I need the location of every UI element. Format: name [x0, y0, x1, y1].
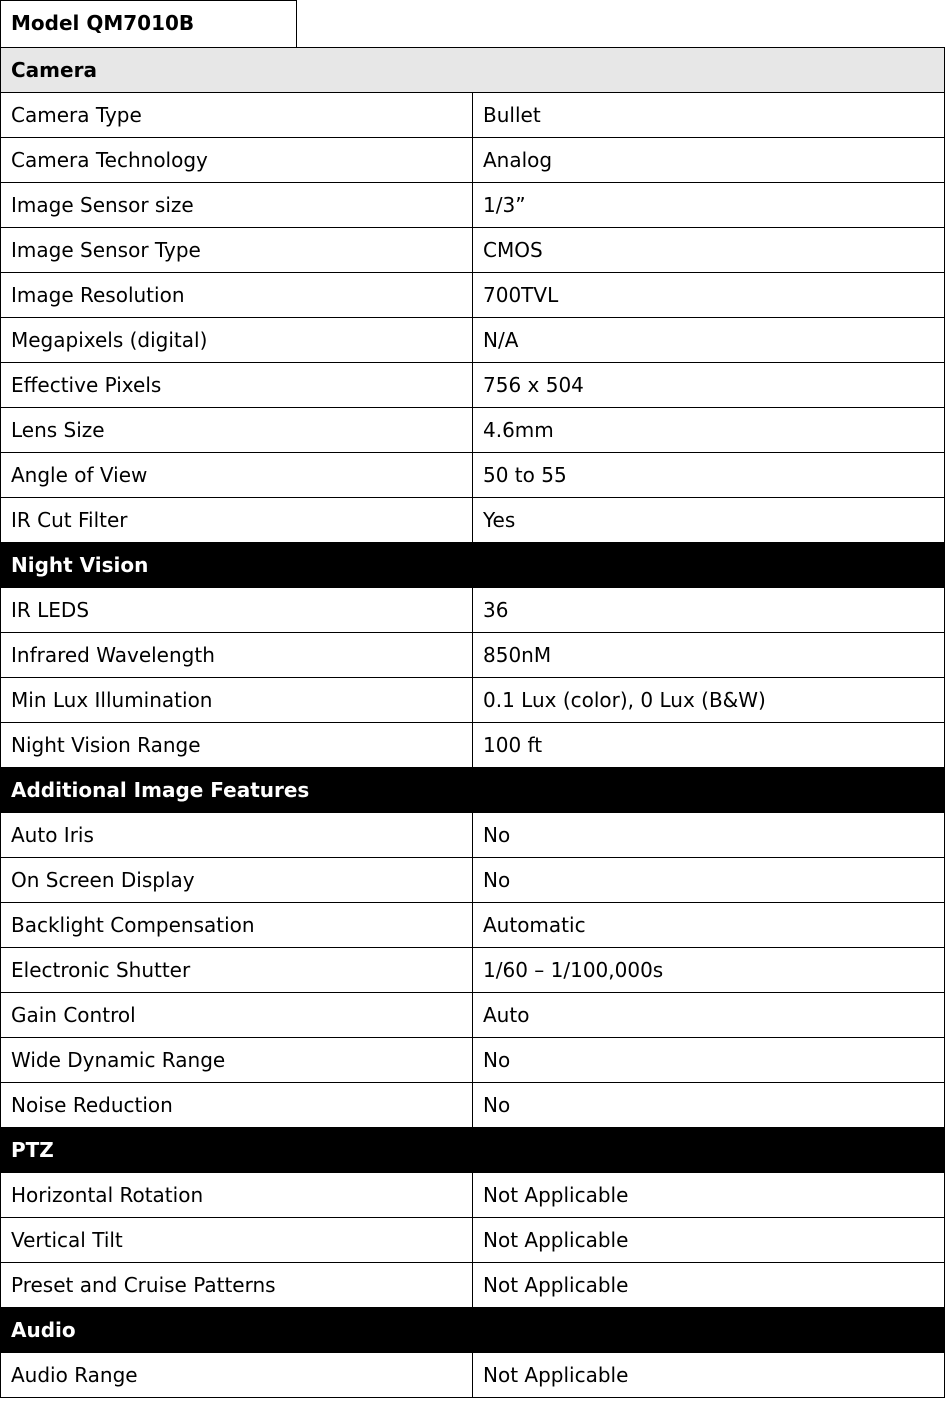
spec-label: Wide Dynamic Range	[1, 1038, 473, 1083]
spec-value: 850nM	[473, 633, 945, 678]
spec-value: 0.1 Lux (color), 0 Lux (B&W)	[473, 678, 945, 723]
spec-value: Not Applicable	[473, 1173, 945, 1218]
spec-row	[1, 1083, 945, 1128]
spec-value: Not Applicable	[473, 1353, 945, 1398]
section-header-row	[1, 543, 945, 588]
spec-row	[1, 588, 945, 633]
spec-label: Vertical Tilt	[1, 1218, 473, 1263]
section-header-row	[1, 48, 945, 93]
spec-label: IR LEDS	[1, 588, 473, 633]
spec-value: Not Applicable	[473, 1218, 945, 1263]
spec-row	[1, 948, 945, 993]
spec-value: N/A	[473, 318, 945, 363]
model-title: Model QM7010B	[0, 0, 297, 47]
spec-row	[1, 363, 945, 408]
spec-value: No	[473, 858, 945, 903]
spec-label: Infrared Wavelength	[1, 633, 473, 678]
spec-label: Image Sensor Type	[1, 228, 473, 273]
spec-value: Yes	[473, 498, 945, 543]
spec-label: IR Cut Filter	[1, 498, 473, 543]
spec-value: Auto	[473, 993, 945, 1038]
spec-row	[1, 858, 945, 903]
spec-value: 36	[473, 588, 945, 633]
spec-row	[1, 273, 945, 318]
spec-row	[1, 1038, 945, 1083]
spec-label: Camera Technology	[1, 138, 473, 183]
spec-row	[1, 1263, 945, 1308]
spec-value: No	[473, 813, 945, 858]
spec-value: Bullet	[473, 93, 945, 138]
spec-value: 700TVL	[473, 273, 945, 318]
section-header-row	[1, 1308, 945, 1353]
spec-label: Preset and Cruise Patterns	[1, 1263, 473, 1308]
section-header-row	[1, 1128, 945, 1173]
spec-value: 4.6mm	[473, 408, 945, 453]
section-title: Additional Image Features	[1, 768, 945, 813]
spec-row	[1, 633, 945, 678]
spec-row	[1, 1173, 945, 1218]
spec-row	[1, 408, 945, 453]
spec-label: Lens Size	[1, 408, 473, 453]
spec-value: 1/60 – 1/100,000s	[473, 948, 945, 993]
spec-row	[1, 993, 945, 1038]
spec-row	[1, 813, 945, 858]
spec-value: Automatic	[473, 903, 945, 948]
spec-label: Image Resolution	[1, 273, 473, 318]
spec-label: Audio Range	[1, 1353, 473, 1398]
section-title: Audio	[1, 1308, 945, 1353]
spec-row	[1, 1218, 945, 1263]
spec-label: Min Lux Illumination	[1, 678, 473, 723]
spec-row	[1, 453, 945, 498]
spec-table	[0, 47, 945, 1398]
spec-label: Noise Reduction	[1, 1083, 473, 1128]
spec-label: Horizontal Rotation	[1, 1173, 473, 1218]
spec-label: On Screen Display	[1, 858, 473, 903]
spec-value: No	[473, 1083, 945, 1128]
spec-row	[1, 183, 945, 228]
spec-value: Analog	[473, 138, 945, 183]
section-title: Night Vision	[1, 543, 945, 588]
spec-value: CMOS	[473, 228, 945, 273]
spec-value: No	[473, 1038, 945, 1083]
spec-label: Camera Type	[1, 93, 473, 138]
spec-value: 756 x 504	[473, 363, 945, 408]
spec-row	[1, 228, 945, 273]
section-title: Camera	[1, 48, 945, 93]
spec-label: Gain Control	[1, 993, 473, 1038]
spec-label: Backlight Compensation	[1, 903, 473, 948]
spec-row	[1, 723, 945, 768]
spec-row	[1, 903, 945, 948]
spec-label: Angle of View	[1, 453, 473, 498]
spec-value: 1/3”	[473, 183, 945, 228]
spec-row	[1, 678, 945, 723]
spec-row	[1, 138, 945, 183]
spec-table-body	[1, 48, 945, 1398]
spec-value: Not Applicable	[473, 1263, 945, 1308]
spec-value: 100 ft	[473, 723, 945, 768]
spec-label: Electronic Shutter	[1, 948, 473, 993]
section-header-row	[1, 768, 945, 813]
spec-row	[1, 1353, 945, 1398]
spec-row	[1, 318, 945, 363]
spec-row	[1, 498, 945, 543]
spec-label: Night Vision Range	[1, 723, 473, 768]
spec-label: Effective Pixels	[1, 363, 473, 408]
spec-value: 50 to 55	[473, 453, 945, 498]
section-title: PTZ	[1, 1128, 945, 1173]
spec-label: Image Sensor size	[1, 183, 473, 228]
spec-label: Auto Iris	[1, 813, 473, 858]
spec-label: Megapixels (digital)	[1, 318, 473, 363]
spec-row	[1, 93, 945, 138]
